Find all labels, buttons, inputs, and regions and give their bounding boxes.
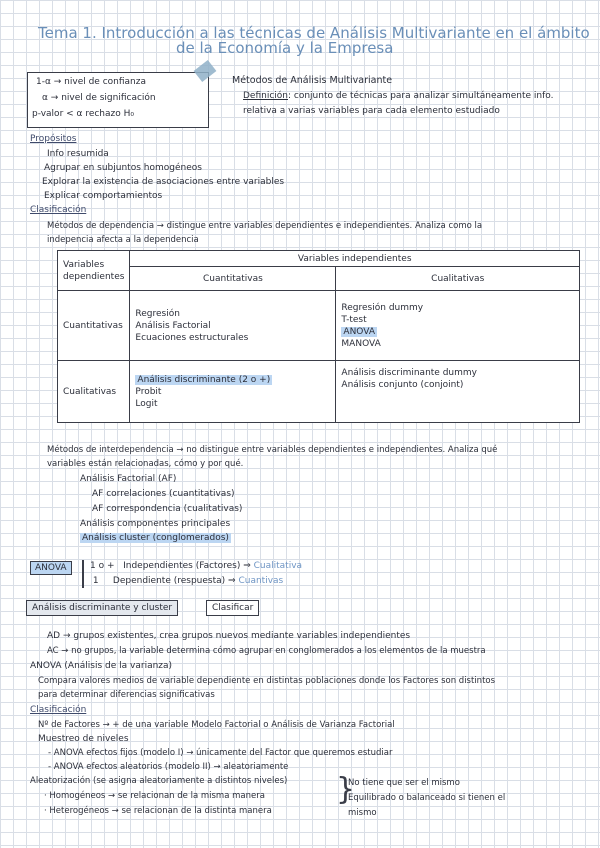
page-title-line2: de la Economía y la Empresa <box>176 39 394 57</box>
cell-r2c1 <box>130 361 336 423</box>
methods-heading: Métodos de Análisis Multivariante <box>232 75 393 86</box>
anova-compare-1: Compara valores medios de variable dependiente en distintas poblaciones donde los Factores son distintos <box>38 676 496 686</box>
method-item: T-test <box>341 314 367 325</box>
anova-indep-type: Cualitativa <box>253 561 303 571</box>
ad-line: AD → grupos existentes, crea grupos nuevos mediante variables independientes <box>47 631 411 641</box>
clasificacion-heading: Clasificación <box>30 205 87 215</box>
cell-r1c1 <box>130 291 336 361</box>
row-label-cualitativas: Cualitativas <box>58 361 130 423</box>
corner-line-1: Variables <box>63 259 105 270</box>
clasificacion2-heading: Clasificación <box>30 705 87 715</box>
proposito-item: Info resumida <box>47 149 109 159</box>
method-item: Análisis Factorial <box>135 320 211 331</box>
dependencia-line1: Métodos de dependencia → distingue entre variables dependientes e independientes. Analiza como la <box>47 221 483 231</box>
brace-symbol: } <box>336 772 356 807</box>
legend-pvalue: p-valor < α rechazo H₀ <box>32 109 134 119</box>
classification-table <box>57 250 580 423</box>
definition-text-1: : conjunto de técnicas para analizar simultáneamente info. <box>288 91 554 101</box>
method-item-highlighted: ANOVA <box>343 326 375 337</box>
acp-item: Análisis componentes principales <box>80 519 231 529</box>
interdependencia-line1: Métodos de interdependencia → no distingue entre variables dependientes e independientes. Analiza qué <box>47 445 498 455</box>
anova-definition: ANOVA (Análisis de la varianza) <box>30 661 173 671</box>
page-title-line1: Tema 1. Introducción a las técnicas de Análisis Multivariante en el ámbito <box>38 24 590 42</box>
table-corner <box>58 251 130 291</box>
homogeneos-line: · Homogéneos → se relacionan de la misma manera <box>44 791 265 801</box>
note-line1: No tiene que ser el mismo <box>348 778 460 788</box>
legend-significance: α → nivel de significación <box>42 93 156 103</box>
af-item: Análisis Factorial (AF) <box>80 474 177 484</box>
legend-box <box>27 72 209 128</box>
cell-r2c2 <box>336 361 580 423</box>
method-item: Logit <box>135 398 158 409</box>
factores-line: Nº de Factores → + de una variable Modelo Factorial o Análisis de Varianza Factorial <box>38 720 395 730</box>
efectos-aleatorios: - ANOVA efectos aleatorios (modelo II) → aleatoriamente <box>48 762 289 772</box>
anova-dep-count: 1 <box>92 576 99 586</box>
method-item: MANOVA <box>341 338 381 349</box>
indep-header: Variables independientes <box>130 251 580 267</box>
anova-indep-text: Independientes (Factores) <box>123 561 241 571</box>
row-label-cuantitativas: Cuantitativas <box>58 291 130 361</box>
dependencia-line2: indepencia afecta a la dependencia <box>47 235 199 245</box>
interdependencia-line2: variables están relacionadas, cómo y por qué. <box>47 459 244 469</box>
col-header-cuantitativas: Cuantitativas <box>130 267 336 291</box>
proposito-item: Explicar comportamientos <box>44 191 163 201</box>
col-header-cualitativas: Cualitativas <box>336 267 580 291</box>
method-item: Regresión dummy <box>341 302 424 313</box>
anova-dep-type: Cuantivas <box>238 576 284 586</box>
aleatorizacion-line: Aleatorización (se asigna aleatoriamente a distintos niveles) <box>30 776 288 786</box>
note-line3: mismo <box>348 808 377 818</box>
anova-dep-text: Dependiente (respuesta) <box>112 576 226 586</box>
af-correspondencia: AF correspondencia (cualitativas) <box>92 504 243 514</box>
anova-dep-arrow: ⇒ <box>228 576 236 586</box>
muestreo-line: Muestreo de niveles <box>38 734 129 744</box>
definition-label: Definición <box>243 91 288 101</box>
method-item: Ecuaciones estructurales <box>135 332 249 343</box>
proposito-item: Agrupar en subjuntos homogéneos <box>44 163 202 173</box>
corner-line-2: dependientes <box>63 271 125 282</box>
af-correlaciones: AF correlaciones (cuantitativas) <box>92 489 235 499</box>
anova-divider <box>82 560 84 588</box>
ac-line: AC → no grupos, la variable determina cómo agrupar en conglomerados a los elementos de la muestra <box>47 646 486 656</box>
method-item: Análisis conjunto (conjoint) <box>341 380 464 390</box>
method-item-highlighted: Análisis discriminante (2 o +) <box>137 374 271 385</box>
heterogeneos-line: · Heterogéneos → se relacionan de la distinta manera <box>44 806 272 816</box>
anova-compare-2: para determinar diferencias significativas <box>38 690 215 700</box>
efectos-fijos: - ANOVA efectos fijos (modelo I) → únicamente del Factor que queremos estudiar <box>48 748 393 758</box>
proposito-item: Explorar la existencia de asociaciones entre variables <box>42 177 285 187</box>
propositos-heading: Propósitos <box>30 134 77 144</box>
anova-label: ANOVA <box>30 561 72 575</box>
cluster-item: Análisis cluster (conglomerados) <box>82 533 229 543</box>
note-line2: Equilibrado o balanceado si tienen el <box>348 793 506 803</box>
cell-r1c2 <box>336 291 580 361</box>
method-item: Análisis discriminante dummy <box>341 368 477 378</box>
method-item: Probit <box>135 386 162 397</box>
method-item: Regresión <box>135 308 180 319</box>
ad-cluster-box: Análisis discriminante y cluster <box>26 600 178 616</box>
anova-indep-arrow: ⇒ <box>243 561 251 571</box>
anova-indep-count: 1 o + <box>90 561 115 571</box>
clasificar-box: Clasificar <box>206 600 259 616</box>
definition-text-2: relativa a varias variables para cada elemento estudiado <box>243 106 500 116</box>
legend-confidence: 1-α → nivel de confianza <box>36 77 146 87</box>
